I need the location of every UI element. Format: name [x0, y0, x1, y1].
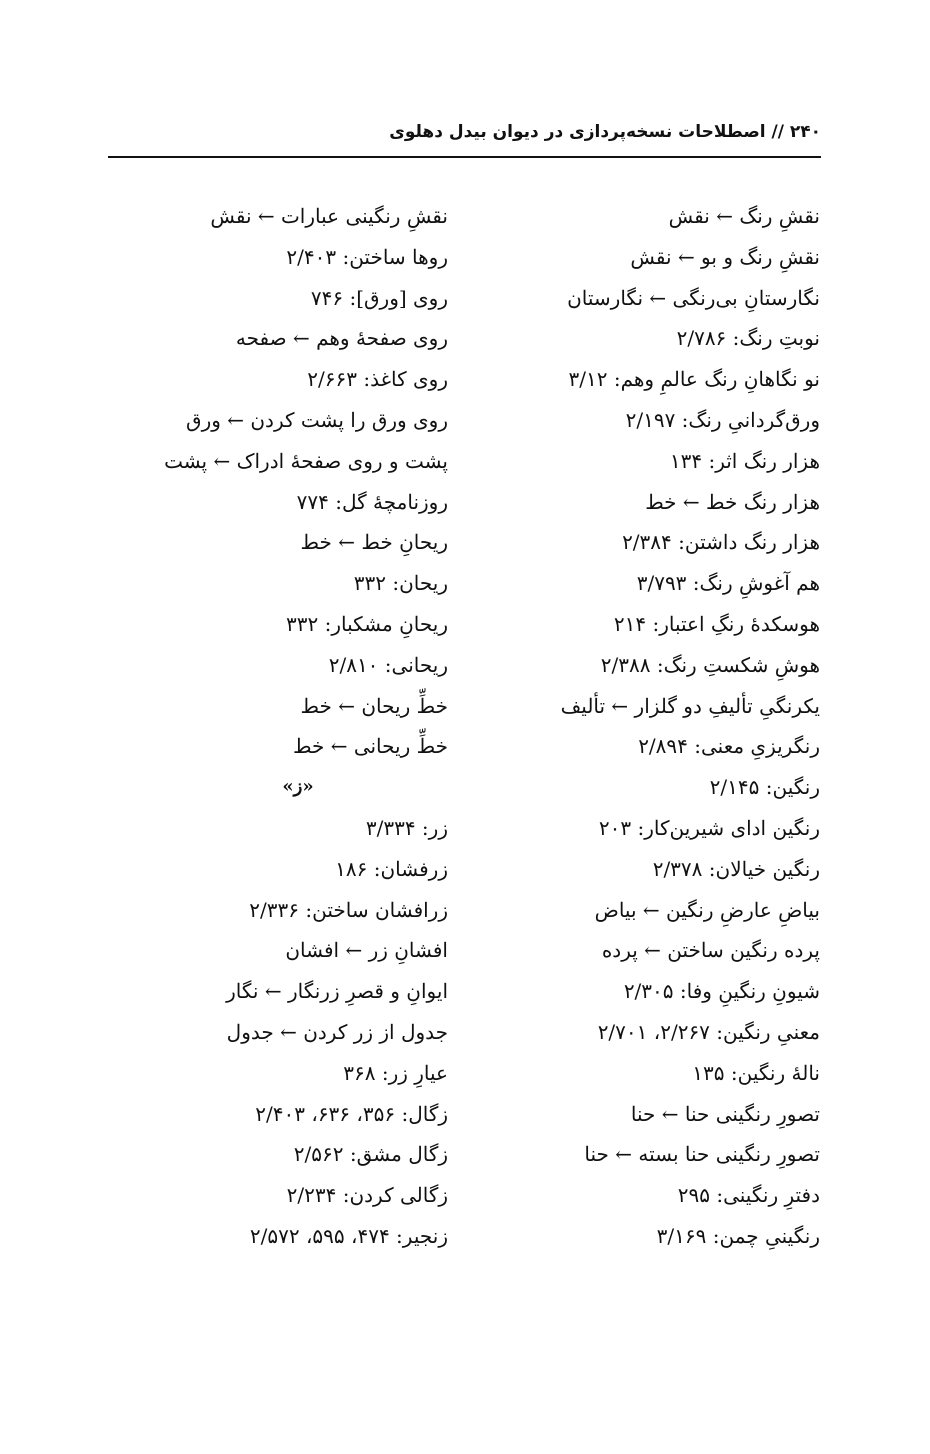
index-entry: روها ساختن: ۲/۴۰۳ — [286, 244, 448, 269]
index-entry: پرده رنگین ساختن ← پرده — [601, 938, 820, 963]
index-entry: هوشِ شکستِ رنگ: ۲/۳۸۸ — [600, 652, 820, 677]
index-entry: نگارستانِ بی‌رنگی ← نگارستان — [567, 285, 820, 310]
page-header — [108, 118, 821, 158]
index-entry: هوسکدهٔ رنگِ اعتبار: ۲۱۴ — [613, 611, 820, 636]
index-entry: نوبتِ رنگ: ۲/۷۸۶ — [676, 326, 820, 351]
index-entry: دفترِ رنگینی: ۲۹۵ — [677, 1183, 820, 1208]
right-column — [520, 196, 820, 1257]
index-entry: رنگین: ۲/۱۴۵ — [709, 775, 820, 800]
index-entry: افشانِ زر ← افشان — [285, 938, 448, 963]
index-entry: عیارِ زر: ۳۶۸ — [343, 1060, 448, 1085]
index-entry: ریحانِ مشکبار: ۳۳۲ — [286, 611, 448, 636]
index-entry: هم آغوشِ رنگ: ۳/۷۹۳ — [636, 571, 820, 596]
index-entry: ورق‌گردانیِ رنگ: ۲/۱۹۷ — [625, 407, 820, 432]
index-entry: هزار رنگ اثر: ۱۳۴ — [669, 448, 820, 473]
index-entry: ریحان: ۳۳۲ — [353, 571, 448, 596]
section-heading-ze: «ز» — [282, 776, 314, 798]
index-entry: بیاضِ عارضِ رنگین ← بیاض — [594, 897, 820, 922]
index-entry: شیونِ رنگینِ وفا: ۲/۳۰۵ — [623, 979, 820, 1004]
index-entry: نالهٔ رنگین: ۱۳۵ — [692, 1060, 820, 1085]
index-entry: زرفشان: ۱۸۶ — [335, 856, 448, 881]
index-entry: معنیِ رنگین: ۲/۲۶۷، ۲/۷۰۱ — [597, 1019, 820, 1044]
index-entry: هزار رنگ خط ← خط — [645, 489, 820, 514]
index-entry: نقشِ رنگینی عبارات ← نقش — [210, 204, 448, 228]
index-entry: یکرنگیِ تألیفِ دو گلزار ← تألیف — [560, 693, 820, 718]
index-entry: نو نگاهانِ رنگ عالمِ وهم: ۳/۱۲ — [568, 367, 820, 392]
index-entry: ریحانِ خط ← خط — [300, 530, 448, 555]
index-entry: رنگریزیِ معنی: ۲/۸۹۴ — [638, 734, 820, 759]
running-title: ۲۴۰ // اصطلاحات نسخه‌پردازی در دیوان بیدل دهلوی — [389, 122, 821, 142]
index-entry: رنگین ادای شیرین‌کار: ۲۰۳ — [598, 815, 820, 840]
index-entry: ریحانی: ۲/۸۱۰ — [328, 652, 448, 677]
index-entry: زنجیر: ۴۷۴، ۵۹۵، ۲/۵۷۲ — [249, 1223, 448, 1248]
index-entry: خطِّ ریحانی ← خط — [293, 734, 448, 759]
index-entry: تصورِ رنگینی حنا ← حنا — [630, 1101, 820, 1126]
index-entry: خطِّ ریحان ← خط — [300, 693, 448, 718]
index-entry: روزنامچهٔ گل: ۷۷۴ — [296, 489, 448, 514]
index-entry: نقشِ رنگ ← نقش — [668, 204, 820, 228]
index-entry: روی [ورق]: ۷۴۶ — [310, 285, 448, 310]
index-entry: زر: ۳/۳۳۴ — [365, 815, 448, 840]
index-entry: روی صفحهٔ وهم ← صفحه — [235, 326, 448, 351]
index-entry: تصورِ رنگینی حنا بسته ← حنا — [584, 1142, 820, 1167]
index-entry: رنگین خیالان: ۲/۳۷۸ — [652, 856, 820, 881]
index-entry: ایوانِ و قصرِ زرنگار ← نگار — [226, 979, 448, 1004]
index-entry: زرافشان ساختن: ۲/۳۳۶ — [249, 897, 448, 922]
index-entry: زگال مشق: ۲/۵۶۲ — [293, 1142, 448, 1167]
index-entry: پشت و روی صفحهٔ ادراک ← پشت — [164, 448, 448, 473]
index-entry: روی ورق را پشت کردن ← ورق — [186, 407, 448, 432]
index-entry: رنگینیِ چمن: ۳/۱۶۹ — [656, 1223, 820, 1248]
index-entry: زگال: ۳۵۶، ۶۳۶، ۲/۴۰۳ — [255, 1101, 448, 1126]
left-column — [118, 196, 448, 1257]
index-entry: جدول از زر کردن ← جدول — [226, 1019, 448, 1044]
index-entry: زگالی کردن: ۲/۲۳۴ — [286, 1183, 448, 1208]
index-entry: هزار رنگ داشتن: ۲/۳۸۴ — [622, 530, 820, 555]
index-entry: روی کاغذ: ۲/۶۶۳ — [307, 367, 448, 392]
index-entry: نقشِ رنگ و بو ← نقش — [630, 244, 820, 269]
